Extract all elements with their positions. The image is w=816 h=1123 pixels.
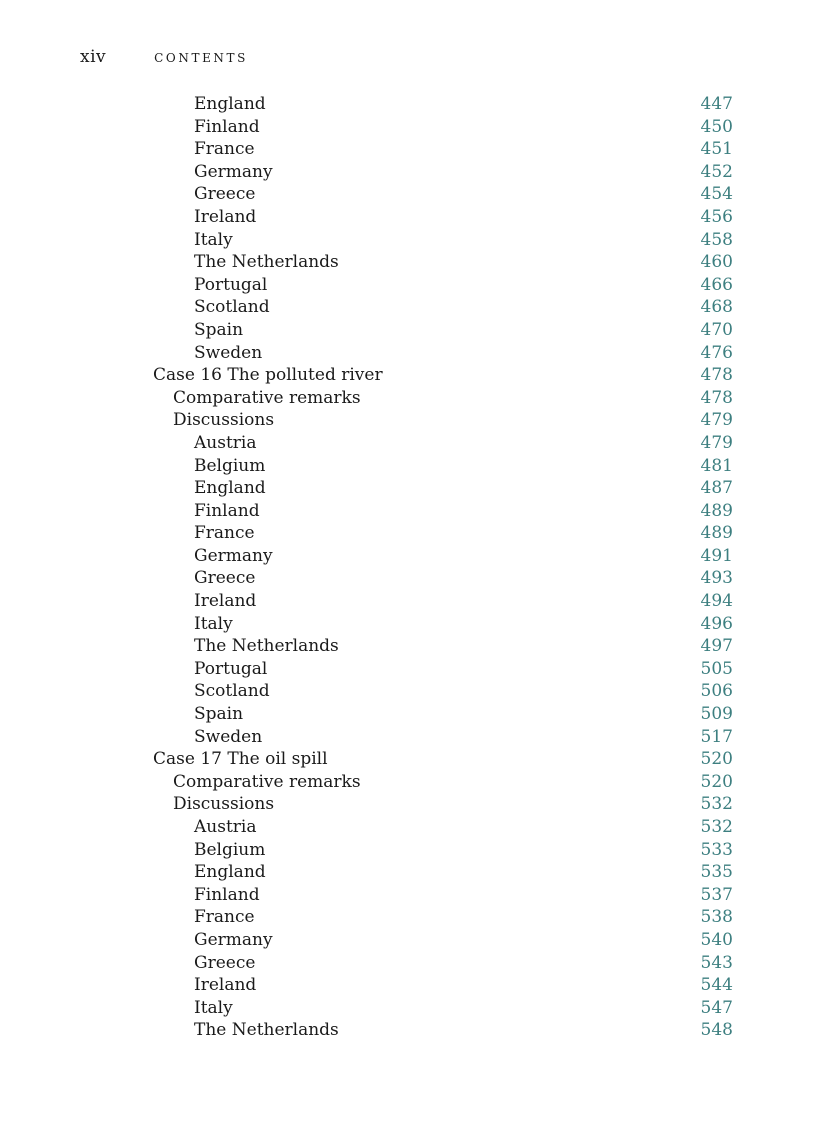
toc-entry-page-number[interactable]: 468 bbox=[700, 297, 733, 318]
toc-entry[interactable] bbox=[153, 613, 733, 636]
toc-entry[interactable] bbox=[153, 409, 733, 432]
page-folio: xiv bbox=[80, 47, 107, 67]
toc-entry[interactable] bbox=[153, 997, 733, 1020]
toc-entry-title: Discussions bbox=[173, 794, 275, 815]
toc-entry-page-number[interactable]: 532 bbox=[700, 794, 733, 815]
toc-entry-title: Greece bbox=[194, 568, 256, 589]
toc-entry-title: Greece bbox=[194, 184, 256, 205]
toc-entry[interactable] bbox=[153, 206, 733, 229]
toc-entry[interactable] bbox=[153, 319, 733, 342]
toc-entry-title: Comparative remarks bbox=[173, 771, 361, 792]
toc-entry-title: Portugal bbox=[194, 658, 268, 679]
toc-entry-title: Italy bbox=[194, 613, 233, 634]
toc-entry-page-number[interactable]: 487 bbox=[700, 478, 733, 499]
toc-entry-page-number[interactable]: 520 bbox=[700, 771, 733, 792]
toc-entry-title: England bbox=[194, 94, 266, 114]
toc-entry-page-number[interactable]: 505 bbox=[700, 658, 733, 679]
toc-entry[interactable] bbox=[153, 793, 733, 816]
toc-entry-title: Italy bbox=[194, 229, 233, 250]
toc-entry[interactable] bbox=[153, 274, 733, 297]
toc-entry-title: Sweden bbox=[194, 342, 263, 363]
toc-entry-page-number[interactable]: 489 bbox=[700, 523, 733, 544]
toc-entry-title: The Netherlands bbox=[194, 252, 339, 273]
toc-entry-page-number[interactable]: 447 bbox=[700, 94, 733, 114]
running-head bbox=[80, 47, 248, 71]
toc-entry-title: Ireland bbox=[194, 206, 257, 227]
toc-entry-page-number[interactable]: 489 bbox=[700, 500, 733, 521]
toc-entry[interactable] bbox=[153, 251, 733, 274]
toc-entry-page-number[interactable]: 481 bbox=[700, 455, 733, 476]
toc-entry-title: Germany bbox=[194, 161, 273, 182]
toc-entry-title: France bbox=[194, 907, 255, 928]
toc-entry[interactable] bbox=[153, 748, 733, 771]
toc-entry-title: Finland bbox=[194, 884, 260, 905]
toc-entry-title: France bbox=[194, 139, 255, 160]
toc-entry[interactable] bbox=[153, 839, 733, 862]
toc-entry-page-number[interactable]: 478 bbox=[700, 387, 733, 408]
toc-entry-page-number[interactable]: 470 bbox=[700, 319, 733, 340]
toc-entry-title: Greece bbox=[194, 952, 256, 973]
toc-entry-title: Italy bbox=[194, 997, 233, 1018]
toc-entry[interactable] bbox=[153, 522, 733, 545]
toc-entry[interactable] bbox=[153, 364, 733, 387]
toc-entry-title: Case 16 The polluted river bbox=[153, 365, 383, 386]
toc-entry-page-number[interactable]: 533 bbox=[700, 839, 733, 860]
toc-entry-title: The Netherlands bbox=[194, 1020, 339, 1041]
toc-entry-page-number[interactable]: 494 bbox=[700, 591, 733, 612]
toc-entry[interactable] bbox=[153, 1019, 733, 1042]
toc-entry[interactable] bbox=[153, 229, 733, 252]
toc-entry-page-number[interactable]: 454 bbox=[700, 184, 733, 205]
toc-entry[interactable] bbox=[153, 477, 733, 500]
toc-entry-title: Belgium bbox=[194, 839, 266, 860]
toc-entry[interactable] bbox=[153, 183, 733, 206]
toc-entry-page-number[interactable]: 547 bbox=[700, 997, 733, 1018]
toc-entry-title: Belgium bbox=[194, 455, 266, 476]
toc-entry-page-number[interactable]: 532 bbox=[700, 817, 733, 837]
toc-entry-page-number[interactable]: 456 bbox=[700, 206, 733, 227]
toc-entry-page-number[interactable]: 496 bbox=[700, 613, 733, 634]
toc-entry-title: England bbox=[194, 478, 266, 499]
toc-entry-title: Comparative remarks bbox=[173, 387, 361, 408]
toc-entry-title: Ireland bbox=[194, 591, 257, 612]
toc-entry-page-number[interactable]: 538 bbox=[700, 907, 733, 928]
toc-entry[interactable] bbox=[153, 567, 733, 590]
toc-entry[interactable] bbox=[153, 161, 733, 184]
toc-entry[interactable] bbox=[153, 816, 733, 839]
toc-entry-page-number[interactable]: 478 bbox=[700, 365, 733, 386]
toc-entry-page-number[interactable]: 506 bbox=[700, 681, 733, 702]
toc-entry[interactable] bbox=[153, 93, 733, 116]
toc-entry-title: Finland bbox=[194, 116, 260, 137]
toc-entry-page-number[interactable]: 479 bbox=[700, 410, 733, 431]
toc-entry[interactable] bbox=[153, 703, 733, 726]
toc-entry-page-number[interactable]: 537 bbox=[700, 884, 733, 905]
toc-entry-page-number[interactable]: 509 bbox=[700, 704, 733, 725]
toc-entry-title: Austria bbox=[194, 817, 257, 837]
toc-entry-page-number[interactable]: 548 bbox=[700, 1020, 733, 1041]
toc-entry[interactable] bbox=[153, 952, 733, 975]
toc-entry[interactable] bbox=[153, 680, 733, 703]
toc-entry-title: Scotland bbox=[194, 681, 270, 702]
toc-entry[interactable] bbox=[153, 658, 733, 681]
toc-entry[interactable] bbox=[153, 929, 733, 952]
toc-entry-page-number[interactable]: 451 bbox=[700, 139, 733, 160]
toc-entry[interactable] bbox=[153, 974, 733, 997]
toc-entry[interactable] bbox=[153, 138, 733, 161]
toc-entry-page-number[interactable]: 540 bbox=[700, 929, 733, 950]
toc-entry[interactable] bbox=[153, 116, 733, 139]
toc-entry-page-number[interactable]: 458 bbox=[700, 229, 733, 250]
toc-entry-page-number[interactable]: 452 bbox=[700, 161, 733, 182]
toc-entry[interactable] bbox=[153, 590, 733, 613]
toc-entry-title: Germany bbox=[194, 929, 273, 950]
toc-entry-title: The Netherlands bbox=[194, 636, 339, 657]
toc-entry-page-number[interactable]: 450 bbox=[700, 116, 733, 137]
toc-entry-page-number[interactable]: 491 bbox=[700, 545, 733, 566]
toc-entry[interactable] bbox=[153, 635, 733, 658]
toc-entry-title: Spain bbox=[194, 704, 244, 725]
section-title: CONTENTS bbox=[154, 51, 248, 65]
toc-entry-title: Austria bbox=[194, 432, 257, 453]
toc-entry-title: England bbox=[194, 862, 266, 883]
toc-entry-page-number[interactable]: 460 bbox=[700, 252, 733, 273]
toc-entry[interactable] bbox=[153, 545, 733, 568]
toc-entry[interactable] bbox=[153, 432, 733, 455]
toc-entry[interactable] bbox=[153, 861, 733, 884]
toc-entry[interactable] bbox=[153, 387, 733, 410]
toc-entry-title: Case 17 The oil spill bbox=[153, 749, 328, 770]
toc-entry-title: France bbox=[194, 523, 255, 544]
toc-entry-title: Sweden bbox=[194, 726, 263, 747]
toc-entry[interactable] bbox=[153, 884, 733, 907]
toc-entry-title: Spain bbox=[194, 319, 244, 340]
toc-entry-page-number[interactable]: 520 bbox=[700, 749, 733, 770]
toc-entry[interactable] bbox=[153, 906, 733, 929]
table-of-contents bbox=[153, 93, 733, 1042]
toc-entry-page-number[interactable]: 517 bbox=[700, 726, 733, 747]
toc-entry-page-number[interactable]: 466 bbox=[700, 274, 733, 295]
toc-entry-page-number[interactable]: 479 bbox=[700, 432, 733, 453]
toc-entry-page-number[interactable]: 544 bbox=[700, 975, 733, 996]
toc-entry-title: Ireland bbox=[194, 975, 257, 996]
toc-entry-page-number[interactable]: 543 bbox=[700, 952, 733, 973]
toc-entry[interactable] bbox=[153, 342, 733, 365]
toc-entry-title: Scotland bbox=[194, 297, 270, 318]
toc-entry[interactable] bbox=[153, 296, 733, 319]
toc-entry[interactable] bbox=[153, 455, 733, 478]
toc-entry-title: Germany bbox=[194, 545, 273, 566]
toc-entry-title: Finland bbox=[194, 500, 260, 521]
toc-entry[interactable] bbox=[153, 771, 733, 794]
toc-entry-title: Discussions bbox=[173, 410, 275, 431]
toc-entry-page-number[interactable]: 497 bbox=[700, 636, 733, 657]
toc-entry[interactable] bbox=[153, 726, 733, 749]
toc-entry-page-number[interactable]: 476 bbox=[700, 342, 733, 363]
toc-entry[interactable] bbox=[153, 500, 733, 523]
toc-entry-page-number[interactable]: 535 bbox=[700, 862, 733, 883]
toc-entry-page-number[interactable]: 493 bbox=[700, 568, 733, 589]
toc-entry-title: Portugal bbox=[194, 274, 268, 295]
